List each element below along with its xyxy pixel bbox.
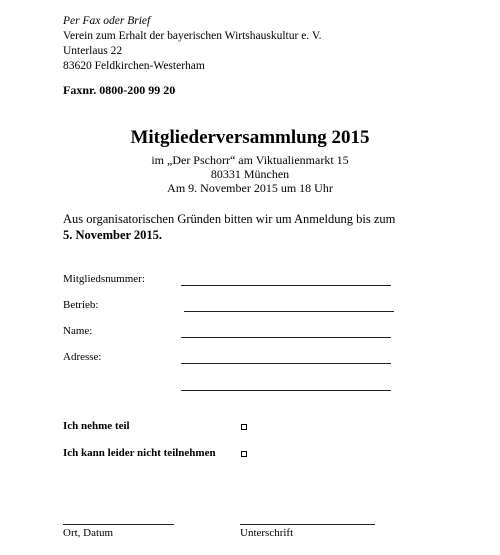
attend-option-label: Ich nehme teil — [63, 420, 130, 432]
name-label: Name: — [63, 325, 93, 337]
business-field[interactable] — [184, 311, 394, 312]
delivery-method: Per Fax oder Brief — [63, 15, 151, 27]
event-location: im „Der Pschorr“ am Viktualienmarkt 15 — [151, 153, 349, 167]
decline-option-label: Ich kann leider nicht teilnehmen — [63, 447, 216, 459]
attend-checkbox[interactable] — [241, 424, 247, 430]
registration-deadline: 5. November 2015. — [63, 228, 163, 242]
signature-label: Unterschrift — [240, 527, 294, 539]
address-field-line1[interactable] — [181, 363, 391, 364]
sender-address — [63, 14, 322, 74]
street: Unterlaus 22 — [63, 45, 123, 57]
event-date: Am 9. November 2015 um 18 Uhr — [167, 181, 333, 195]
member-number-label: Mitgliedsnummer: — [63, 273, 145, 285]
registration-notice — [63, 211, 443, 243]
postal-city: 83620 Feldkirchen-Westerham — [63, 60, 205, 72]
place-date-field[interactable] — [63, 524, 174, 525]
name-field[interactable] — [181, 337, 391, 338]
signature-field[interactable] — [240, 524, 375, 525]
event-title: Mitgliederversammlung 2015 — [130, 127, 370, 148]
association-name: Verein zum Erhalt der bayerischen Wirtshauskultur e. V. — [63, 30, 322, 42]
place-date-label: Ort, Datum — [63, 527, 114, 539]
event-city: 80331 München — [210, 167, 290, 181]
member-number-field[interactable] — [181, 285, 391, 286]
business-label: Betrieb: — [63, 299, 99, 311]
notice-text: Aus organisatorischen Gründen bitten wir um Anmeldung bis zum — [63, 212, 396, 226]
fax-number: Faxnr. 0800-200 99 20 — [63, 83, 176, 97]
address-label: Adresse: — [63, 351, 102, 363]
address-field-line2[interactable] — [181, 390, 391, 391]
decline-checkbox[interactable] — [241, 451, 247, 457]
